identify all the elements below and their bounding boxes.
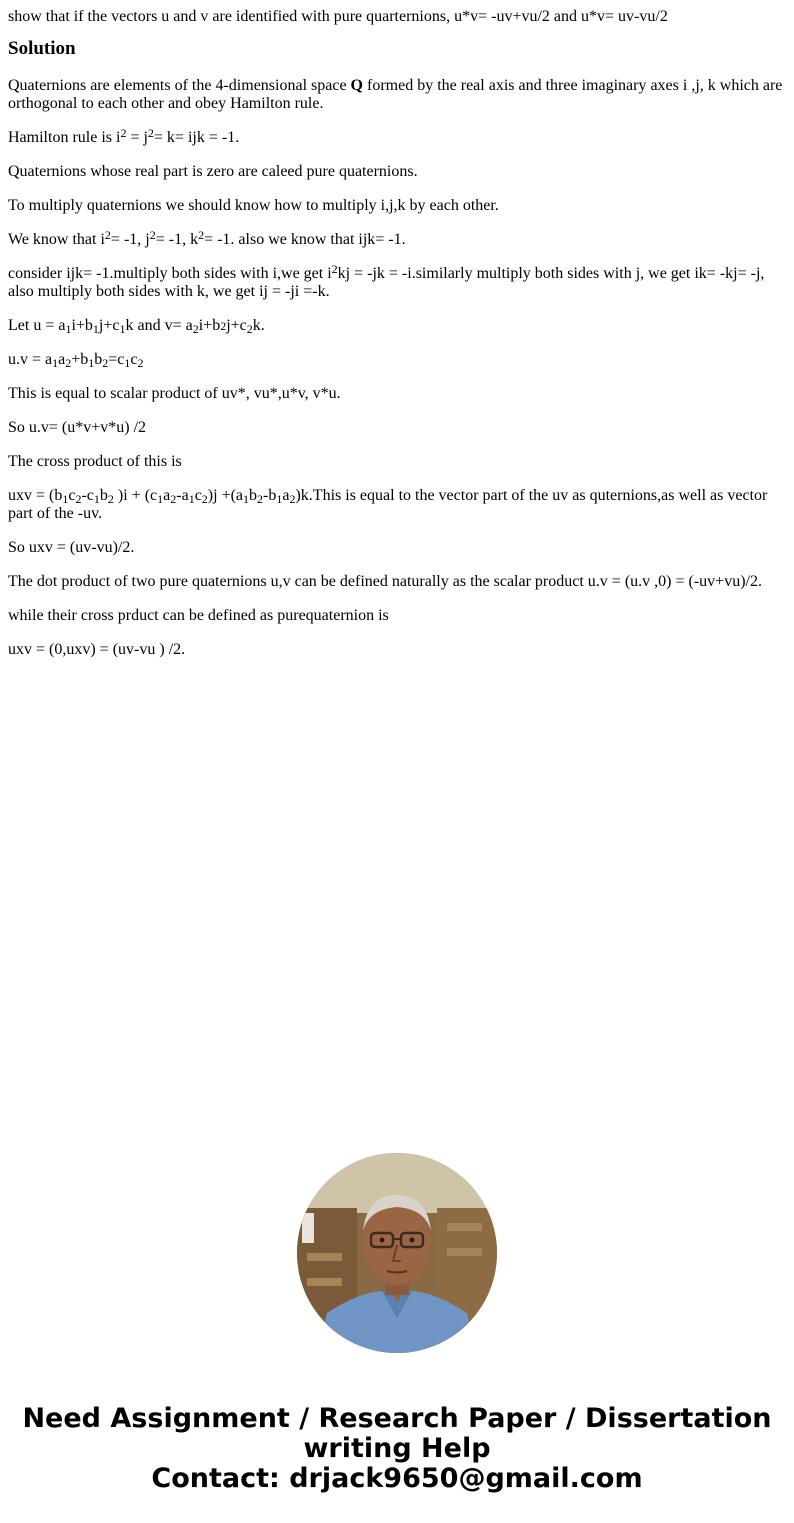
paragraph-cross-definition: uxv = (0,uxv) = (uv-vu ) /2. bbox=[8, 641, 186, 658]
solution-document bbox=[0, 0, 794, 659]
paragraph-cross-definition-intro: while their cross prduct can be defined as purequaternion is bbox=[8, 607, 389, 624]
promo-line-2: writing Help bbox=[303, 1433, 491, 1464]
author-avatar bbox=[297, 1153, 497, 1353]
paragraph-dot-definition: The dot product of two pure quaternions u,v can be defined naturally as the scalar product u.v = (u.v ,0) = (-uv+vu)/2. bbox=[8, 573, 762, 590]
paragraph-dot-formula: $u.v = a_1a_2+b_1b_2=c_1c_2$ bbox=[8, 351, 144, 370]
paragraph-products: consider ijk= -1.multiply both sides with i,we get $i^2kj = -jk$ = -i.similarly multiply both sides with j, we get ik= -kj= -j, also multiply both sides with k, we get ij = -ji =-k. bbox=[8, 262, 765, 300]
paragraph-squares: We know that $i^2= -1$, $j^2= -1$, $k^2= -1$. also we know that ijk= -1. bbox=[8, 228, 406, 248]
paragraph-pure-quaternions: Quaternions whose real part is zero are caleed pure quaternions. bbox=[8, 163, 418, 180]
promo-banner bbox=[0, 1404, 794, 1494]
paragraph-let-u-v: Let $u = a_1i+b_1j+c_1k$ and $v= a_2i+b2j+c_2k$. bbox=[8, 317, 265, 336]
paragraph-cross-formula: uxv = ($b_1c_2-c_1b_2$ )$i + (c_1a_2-a_1c_2)j$ $+(a_1b_2-b_1a_2)k.This$ is equal to the vector part of the uv as quternions,as well as vector part of the -uv. bbox=[8, 487, 768, 522]
paragraph-hamilton-rule: Hamilton rule is $i^2 = j^2= k=$ ijk = -1. bbox=[8, 126, 240, 146]
paragraph-cross-intro: The cross product of this is bbox=[8, 453, 182, 470]
paragraph-quaternion-definition: Quaternions are elements of the 4-dimensional space Q formed by the real axis and three imaginary axes i ,j, k which are orthogonal to each other and obey Hamilton rule. bbox=[8, 77, 783, 112]
author-portrait-icon bbox=[297, 1153, 497, 1353]
question-text: show that if the vectors u and v are identified with pure quarternions, u*v= -uv+vu/2 and u*v= uv-vu/2 bbox=[8, 8, 668, 25]
promo-contact: Contact: drjack9650@gmail.com bbox=[151, 1463, 643, 1494]
paragraph-scalar-product: This is equal to scalar product of uv*, vu*,u*v, v*u. bbox=[8, 385, 341, 402]
paragraph-cross-result: So uxv = (uv-vu)/2. bbox=[8, 539, 135, 556]
solution-heading: Solution bbox=[8, 38, 76, 59]
paragraph-multiply-intro: To multiply quaternions we should know how to multiply i,j,k by each other. bbox=[8, 197, 499, 214]
promo-line-1: Need Assignment / Research Paper / Dissertation bbox=[22, 1403, 772, 1434]
paragraph-dot-result: So u.v= (u*v+v*u) /2 bbox=[8, 419, 147, 436]
